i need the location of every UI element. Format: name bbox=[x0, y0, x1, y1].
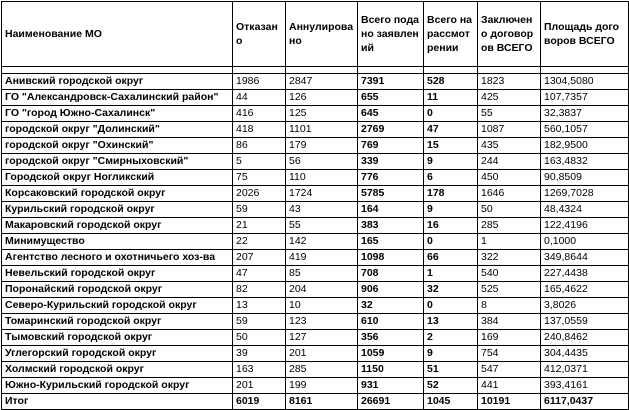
total-cell-total-submitted: 26691 bbox=[358, 394, 424, 410]
header-refused: Отказано bbox=[233, 2, 286, 67]
cell-annulled: 201 bbox=[286, 346, 358, 362]
cell-contracts: 450 bbox=[478, 170, 541, 186]
table-row bbox=[2, 314, 629, 330]
cell-under-review: 52 bbox=[424, 378, 478, 394]
cell-area: 1269,7028 bbox=[541, 186, 629, 202]
table-row bbox=[2, 250, 629, 266]
cell-name: Корсаковский городской округ bbox=[2, 186, 233, 202]
total-cell-area: 6117,0437 bbox=[541, 394, 629, 410]
cell-annulled: 179 bbox=[286, 138, 358, 154]
header-total-submitted: Всего подано заявлений bbox=[358, 2, 424, 67]
cell-total-submitted: 1059 bbox=[358, 346, 424, 362]
table-row bbox=[2, 362, 629, 378]
cell-under-review: 9 bbox=[424, 202, 478, 218]
cell-under-review: 32 bbox=[424, 282, 478, 298]
cell-refused: 59 bbox=[233, 202, 286, 218]
cell-annulled: 126 bbox=[286, 90, 358, 106]
cell-under-review: 9 bbox=[424, 154, 478, 170]
table-row bbox=[2, 74, 629, 90]
table-row bbox=[2, 378, 629, 394]
cell-area: 304,4435 bbox=[541, 346, 629, 362]
cell-refused: 2026 bbox=[233, 186, 286, 202]
cell-total-submitted: 645 bbox=[358, 106, 424, 122]
cell-area: 393,4161 bbox=[541, 378, 629, 394]
cell-annulled: 1724 bbox=[286, 186, 358, 202]
cell-total-submitted: 1150 bbox=[358, 362, 424, 378]
table-row bbox=[2, 90, 629, 106]
cell-refused: 59 bbox=[233, 314, 286, 330]
table-row bbox=[2, 154, 629, 170]
cell-annulled: 419 bbox=[286, 250, 358, 266]
cell-name: Невельский городской округ bbox=[2, 266, 233, 282]
header-name: Наименование МО bbox=[2, 2, 233, 67]
cell-total-submitted: 356 bbox=[358, 330, 424, 346]
cell-refused: 75 bbox=[233, 170, 286, 186]
cell-contracts: 1646 bbox=[478, 186, 541, 202]
cell-name: Томаринский городской округ bbox=[2, 314, 233, 330]
cell-refused: 82 bbox=[233, 282, 286, 298]
cell-contracts: 1823 bbox=[478, 74, 541, 90]
cell-under-review: 178 bbox=[424, 186, 478, 202]
cell-under-review: 66 bbox=[424, 250, 478, 266]
cell-total-submitted: 708 bbox=[358, 266, 424, 282]
table-row bbox=[2, 282, 629, 298]
cell-name: Углегорский городской округ bbox=[2, 346, 233, 362]
total-cell-annulled: 8161 bbox=[286, 394, 358, 410]
cell-under-review: 0 bbox=[424, 234, 478, 250]
mo-applications-table bbox=[1, 1, 629, 410]
cell-total-submitted: 906 bbox=[358, 282, 424, 298]
cell-area: 3,8026 bbox=[541, 298, 629, 314]
cell-name: ГО "город Южно-Сахалинск" bbox=[2, 106, 233, 122]
cell-area: 32,3837 bbox=[541, 106, 629, 122]
cell-area: 90,8509 bbox=[541, 170, 629, 186]
cell-refused: 44 bbox=[233, 90, 286, 106]
cell-total-submitted: 655 bbox=[358, 90, 424, 106]
table-row bbox=[2, 234, 629, 250]
total-cell-name: Итог bbox=[2, 394, 233, 410]
table-row bbox=[2, 138, 629, 154]
cell-contracts: 1087 bbox=[478, 122, 541, 138]
cell-total-submitted: 165 bbox=[358, 234, 424, 250]
cell-area: 107,7357 bbox=[541, 90, 629, 106]
total-row bbox=[2, 394, 629, 410]
cell-under-review: 11 bbox=[424, 90, 478, 106]
cell-annulled: 55 bbox=[286, 218, 358, 234]
cell-annulled: 123 bbox=[286, 314, 358, 330]
cell-contracts: 754 bbox=[478, 346, 541, 362]
cell-name: городской округ "Долинский" bbox=[2, 122, 233, 138]
cell-refused: 201 bbox=[233, 378, 286, 394]
cell-refused: 1986 bbox=[233, 74, 286, 90]
table-row bbox=[2, 330, 629, 346]
cell-name: Южно-Курильский городской округ bbox=[2, 378, 233, 394]
cell-refused: 5 bbox=[233, 154, 286, 170]
cell-total-submitted: 164 bbox=[358, 202, 424, 218]
cell-total-submitted: 5785 bbox=[358, 186, 424, 202]
cell-name: Северо-Курильский городской округ bbox=[2, 298, 233, 314]
cell-area: 165,4622 bbox=[541, 282, 629, 298]
cell-total-submitted: 383 bbox=[358, 218, 424, 234]
table-row bbox=[2, 266, 629, 282]
cell-area: 122,4196 bbox=[541, 218, 629, 234]
cell-refused: 86 bbox=[233, 138, 286, 154]
cell-under-review: 0 bbox=[424, 106, 478, 122]
cell-contracts: 384 bbox=[478, 314, 541, 330]
cell-refused: 21 bbox=[233, 218, 286, 234]
cell-name: Городской округ Ногликский bbox=[2, 170, 233, 186]
cell-under-review: 13 bbox=[424, 314, 478, 330]
total-cell-under-review: 1045 bbox=[424, 394, 478, 410]
cell-area: 182,9500 bbox=[541, 138, 629, 154]
cell-name: Тымовский городской округ bbox=[2, 330, 233, 346]
cell-contracts: 285 bbox=[478, 218, 541, 234]
cell-annulled: 56 bbox=[286, 154, 358, 170]
cell-total-submitted: 339 bbox=[358, 154, 424, 170]
cell-refused: 416 bbox=[233, 106, 286, 122]
cell-name: Минимущество bbox=[2, 234, 233, 250]
cell-total-submitted: 2769 bbox=[358, 122, 424, 138]
cell-annulled: 199 bbox=[286, 378, 358, 394]
cell-area: 48,4324 bbox=[541, 202, 629, 218]
cell-annulled: 10 bbox=[286, 298, 358, 314]
cell-total-submitted: 769 bbox=[358, 138, 424, 154]
header-contracts: Заключено договоров ВСЕГО bbox=[478, 2, 541, 67]
cell-annulled: 2847 bbox=[286, 74, 358, 90]
cell-refused: 22 bbox=[233, 234, 286, 250]
cell-area: 1304,5080 bbox=[541, 74, 629, 90]
cell-annulled: 1101 bbox=[286, 122, 358, 138]
cell-under-review: 47 bbox=[424, 122, 478, 138]
header-area: Площадь договоров ВСЕГО bbox=[541, 2, 629, 67]
cell-under-review: 1 bbox=[424, 266, 478, 282]
header-row bbox=[2, 2, 629, 67]
cell-refused: 207 bbox=[233, 250, 286, 266]
cell-name: Макаровский городской округ bbox=[2, 218, 233, 234]
cell-name: городской округ "Охинский" bbox=[2, 138, 233, 154]
cell-area: 0,1000 bbox=[541, 234, 629, 250]
cell-total-submitted: 931 bbox=[358, 378, 424, 394]
table-row bbox=[2, 202, 629, 218]
cell-refused: 39 bbox=[233, 346, 286, 362]
cell-annulled: 142 bbox=[286, 234, 358, 250]
cell-annulled: 85 bbox=[286, 266, 358, 282]
cell-name: Курильский городской округ bbox=[2, 202, 233, 218]
cell-area: 560,1057 bbox=[541, 122, 629, 138]
cell-contracts: 525 bbox=[478, 282, 541, 298]
cell-contracts: 8 bbox=[478, 298, 541, 314]
cell-name: Холмский городской округ bbox=[2, 362, 233, 378]
cell-contracts: 1 bbox=[478, 234, 541, 250]
cell-name: городской округ "Смирныховский" bbox=[2, 154, 233, 170]
cell-under-review: 528 bbox=[424, 74, 478, 90]
cell-under-review: 0 bbox=[424, 298, 478, 314]
cell-refused: 13 bbox=[233, 298, 286, 314]
cell-refused: 163 bbox=[233, 362, 286, 378]
cell-name: Анивский городской округ bbox=[2, 74, 233, 90]
cell-refused: 418 bbox=[233, 122, 286, 138]
cell-refused: 50 bbox=[233, 330, 286, 346]
cell-contracts: 322 bbox=[478, 250, 541, 266]
cell-contracts: 169 bbox=[478, 330, 541, 346]
cell-annulled: 127 bbox=[286, 330, 358, 346]
table-row bbox=[2, 106, 629, 122]
cell-annulled: 43 bbox=[286, 202, 358, 218]
cell-total-submitted: 32 bbox=[358, 298, 424, 314]
cell-total-submitted: 1098 bbox=[358, 250, 424, 266]
total-cell-contracts: 10191 bbox=[478, 394, 541, 410]
cell-annulled: 204 bbox=[286, 282, 358, 298]
cell-name: ГО "Александровск-Сахалинский район" bbox=[2, 90, 233, 106]
table-row bbox=[2, 298, 629, 314]
cell-contracts: 540 bbox=[478, 266, 541, 282]
cell-area: 137,0559 bbox=[541, 314, 629, 330]
cell-annulled: 285 bbox=[286, 362, 358, 378]
cell-area: 240,8462 bbox=[541, 330, 629, 346]
cell-total-submitted: 610 bbox=[358, 314, 424, 330]
cell-under-review: 15 bbox=[424, 138, 478, 154]
cell-contracts: 50 bbox=[478, 202, 541, 218]
table-row bbox=[2, 218, 629, 234]
cell-contracts: 55 bbox=[478, 106, 541, 122]
cell-area: 412,0371 bbox=[541, 362, 629, 378]
cell-contracts: 425 bbox=[478, 90, 541, 106]
total-cell-refused: 6019 bbox=[233, 394, 286, 410]
cell-total-submitted: 7391 bbox=[358, 74, 424, 90]
cell-total-submitted: 776 bbox=[358, 170, 424, 186]
cell-name: Агентство лесного и охотничьего хоз-ва bbox=[2, 250, 233, 266]
cell-area: 227,4438 bbox=[541, 266, 629, 282]
table-row bbox=[2, 122, 629, 138]
table-row bbox=[2, 186, 629, 202]
cell-under-review: 16 bbox=[424, 218, 478, 234]
cell-contracts: 547 bbox=[478, 362, 541, 378]
cell-area: 349,8644 bbox=[541, 250, 629, 266]
cell-annulled: 125 bbox=[286, 106, 358, 122]
cell-under-review: 51 bbox=[424, 362, 478, 378]
cell-annulled: 110 bbox=[286, 170, 358, 186]
spacer-row bbox=[2, 67, 629, 74]
cell-name: Поронайский городской округ bbox=[2, 282, 233, 298]
header-under-review: Всего на рассмотрении bbox=[424, 2, 478, 67]
cell-contracts: 441 bbox=[478, 378, 541, 394]
cell-area: 163,4832 bbox=[541, 154, 629, 170]
cell-contracts: 435 bbox=[478, 138, 541, 154]
header-annulled: Аннулировано bbox=[286, 2, 358, 67]
cell-under-review: 9 bbox=[424, 346, 478, 362]
cell-under-review: 2 bbox=[424, 330, 478, 346]
cell-contracts: 244 bbox=[478, 154, 541, 170]
table-row bbox=[2, 170, 629, 186]
cell-under-review: 6 bbox=[424, 170, 478, 186]
table-row bbox=[2, 346, 629, 362]
cell-refused: 47 bbox=[233, 266, 286, 282]
